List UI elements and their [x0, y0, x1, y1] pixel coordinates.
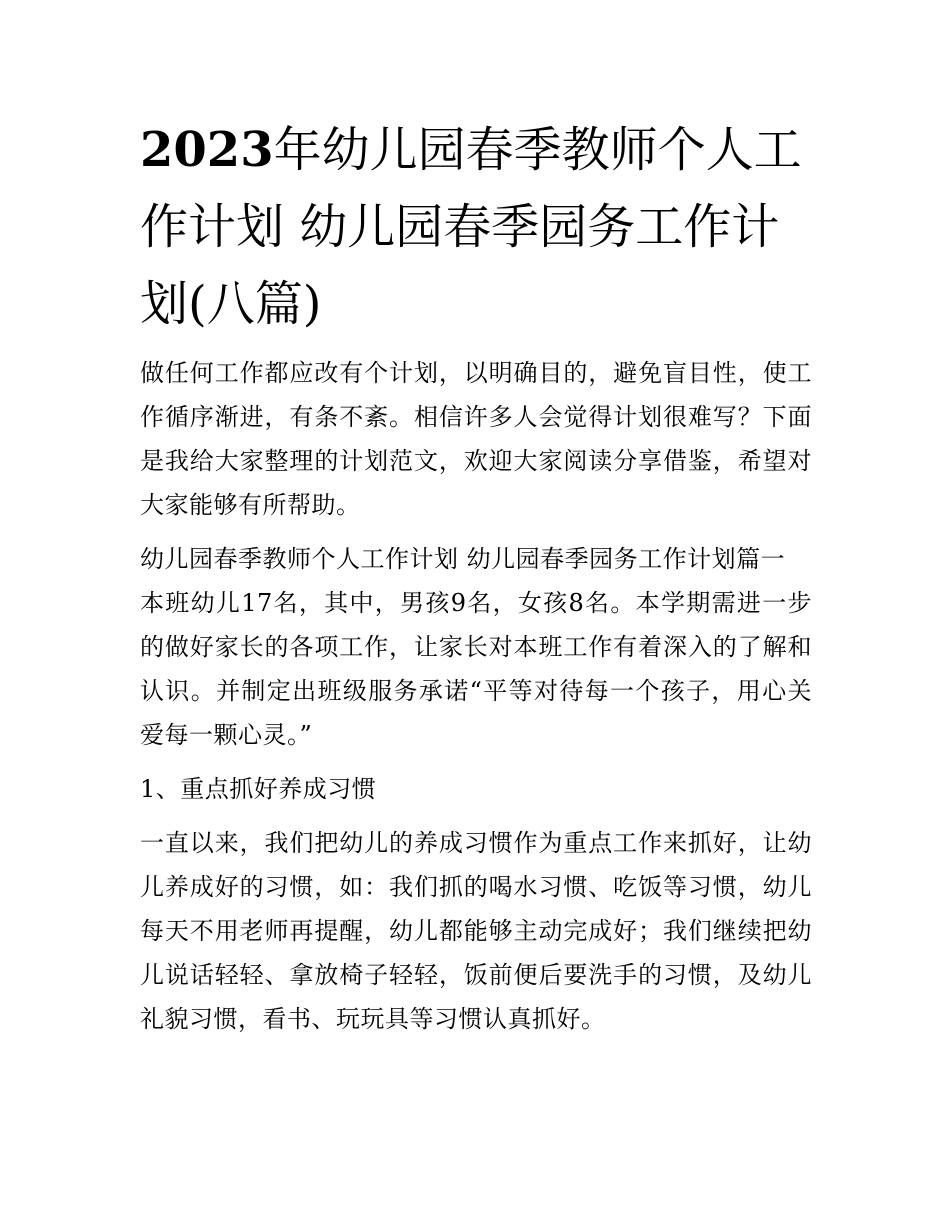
intro-paragraph: 做任何工作都应改有个计划，以明确目的，避免盲目性，使工作循序渐进，有条不紊。相信许多人会觉得计划很难写？下面是我给大家整理的计划范文，欢迎大家阅读分享借鉴，希望对大家能够有所帮助。: [140, 359, 812, 519]
section-heading: 幼儿园春季教师个人工作计划 幼儿园春季园务工作计划篇一: [140, 545, 786, 573]
document-page: [140, 112, 812, 1041]
title-text: 年幼儿园春季教师个人工作计划 幼儿园春季园务工作计划(八篇): [140, 122, 802, 332]
document-title: [140, 112, 812, 343]
title-year: 2023: [140, 122, 274, 178]
class-overview-paragraph: 本班幼儿17名，其中，男孩9名，女孩8名。本学期需进一步的做好家长的各项工作，让家长对本班工作有着深入的了解和认识。并制定出班级服务承诺“平等对待每一个孩子，用心关爱每一颗心灵。”: [140, 589, 812, 749]
subsection-heading: 1、重点抓好养成习惯: [140, 775, 377, 803]
habits-paragraph: 一直以来，我们把幼儿的养成习惯作为重点工作来抓好，让幼儿养成好的习惯，如：我们抓的喝水习惯、吃饭等习惯，幼儿每天不用老师再提醒，幼儿都能够主动完成好；我们继续把幼儿说话轻轻、拿放椅子轻轻，饭前便后要洗手的习惯，及幼儿礼貌习惯，看书、玩玩具等习惯认真抓好。: [140, 829, 812, 1033]
